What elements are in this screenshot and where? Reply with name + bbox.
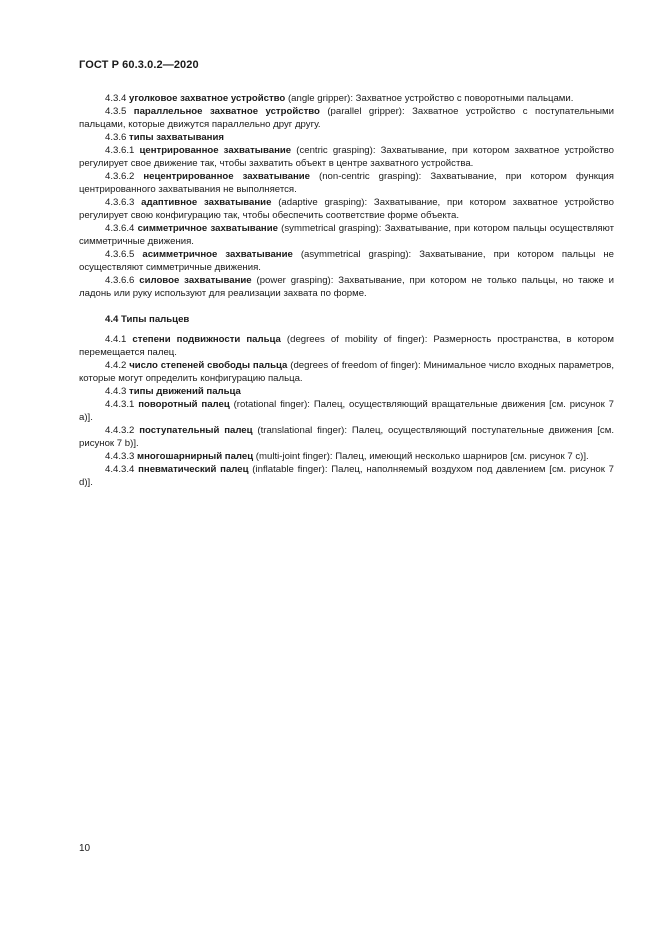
term-definition: (degrees of freedom of finger): Минимальное число входных параметров, которые могут определить конфигурацию пальца. <box>79 360 615 384</box>
clause-number: 4.4.3.4 <box>105 464 135 475</box>
term-name: симметричное захватывание <box>137 223 278 234</box>
term-name: степени подвижности пальца <box>132 334 281 345</box>
clause-number: 4.3.4 <box>105 93 127 104</box>
term-paragraph <box>79 463 614 489</box>
term-paragraph <box>79 144 614 170</box>
document-header: ГОСТ Р 60.3.0.2—2020 <box>79 59 199 71</box>
term-name: нецентрированное захватывание <box>143 171 311 182</box>
clause-number: 4.4.3.2 <box>105 425 135 436</box>
term-name: адаптивное захватывание <box>141 197 272 208</box>
clause-number: 4.3.6.4 <box>105 223 135 234</box>
clause-number: 4.3.6.2 <box>105 171 135 182</box>
term-definition: (asymmetrical grasping): Захватывание, при котором пальцы не осуществляют симметричные движения. <box>79 249 614 273</box>
clause-number: 4.3.6.5 <box>105 249 135 260</box>
clause-number: 4.4.1 <box>105 334 127 345</box>
term-name: параллельное захватное устройство <box>133 106 320 117</box>
term-paragraph <box>79 333 614 359</box>
term-name: поступательный палец <box>139 425 253 436</box>
term-definition: (multi-joint finger): Палец, имеющий несколько шарниров [см. рисунок 7 c)]. <box>253 451 589 462</box>
term-definition: (translational finger): Палец, осуществляющий поступательные движения [см. рисунок 7 b)]. <box>79 425 614 449</box>
document-body <box>79 92 614 489</box>
term-name: типы движений пальца <box>129 386 241 397</box>
term-definition: (non-centric grasping): Захватывание, при котором функция центрированного захватывания не выполняется. <box>79 171 614 195</box>
term-name: центрированное захватывание <box>139 145 292 156</box>
term-definition: (adaptive grasping): Захватывание, при котором захватное устройство регулирует свою конфигурацию так, чтобы обеспечить соответствие форме объекта. <box>79 197 615 221</box>
term-name: пневматический палец <box>138 464 249 475</box>
term-paragraph <box>79 131 614 144</box>
section-heading-4-4: 4.4 Типы пальцев <box>105 314 190 325</box>
clause-number: 4.4.3.3 <box>105 451 135 462</box>
term-name: типы захватывания <box>129 132 224 143</box>
term-paragraph <box>79 222 614 248</box>
clause-number: 4.3.6.3 <box>105 197 135 208</box>
term-name: уголковое захватное устройство <box>129 93 286 104</box>
term-definition: (symmetrical grasping): Захватывание, при котором пальцы осуществляют симметричные движения. <box>79 223 614 247</box>
clause-number: 4.4.3.1 <box>105 399 135 410</box>
clause-number: 4.4.2 <box>105 360 127 371</box>
clause-number: 4.3.6.1 <box>105 145 135 156</box>
term-name: поворотный палец <box>138 399 230 410</box>
term-paragraph <box>79 274 614 300</box>
term-paragraph <box>79 424 614 450</box>
section-4-4-group <box>79 333 614 489</box>
clause-number: 4.3.5 <box>105 106 127 117</box>
section-4-3-group <box>79 92 614 300</box>
clause-number: 4.3.6.6 <box>105 275 135 286</box>
term-definition: (degrees of mobility of finger): Размерность пространства, в котором перемещается палец. <box>79 334 615 358</box>
term-definition: (power grasping): Захватывание, при котором не только пальцы, но также и ладонь или руку используют для реализации захвата по форме. <box>79 275 615 299</box>
term-paragraph <box>79 385 614 398</box>
term-paragraph <box>79 248 614 274</box>
term-paragraph <box>79 450 614 463</box>
term-paragraph <box>79 170 614 196</box>
page-number: 10 <box>79 843 91 854</box>
term-name: многошарнирный палец <box>137 451 254 462</box>
term-paragraph <box>79 398 614 424</box>
term-paragraph <box>79 359 614 385</box>
term-name: силовое захватывание <box>139 275 252 286</box>
term-paragraph <box>79 196 614 222</box>
term-definition: (rotational finger): Палец, осуществляющий вращательные движения [см. рисунок 7 a)]. <box>79 399 615 423</box>
clause-number: 4.3.6 <box>105 132 127 143</box>
term-definition: (centric grasping): Захватывание, при котором захватное устройство регулирует свое движение так, чтобы захватить объект в центре захватного устройства. <box>79 145 615 169</box>
term-name: число степеней свободы пальца <box>129 360 288 371</box>
term-paragraph <box>79 105 614 131</box>
term-paragraph <box>79 92 614 105</box>
term-definition: (parallel gripper): Захватное устройство с поступательными пальцами, которые движутся параллельно друг другу. <box>79 106 615 130</box>
term-definition: (angle gripper): Захватное устройство с поворотными пальцами. <box>285 93 574 104</box>
term-name: асимметричное захватывание <box>142 249 293 260</box>
clause-number: 4.4.3 <box>105 386 127 397</box>
term-definition: (inflatable finger): Палец, наполняемый воздухом под давлением [см. рисунок 7 d)]. <box>79 464 614 488</box>
